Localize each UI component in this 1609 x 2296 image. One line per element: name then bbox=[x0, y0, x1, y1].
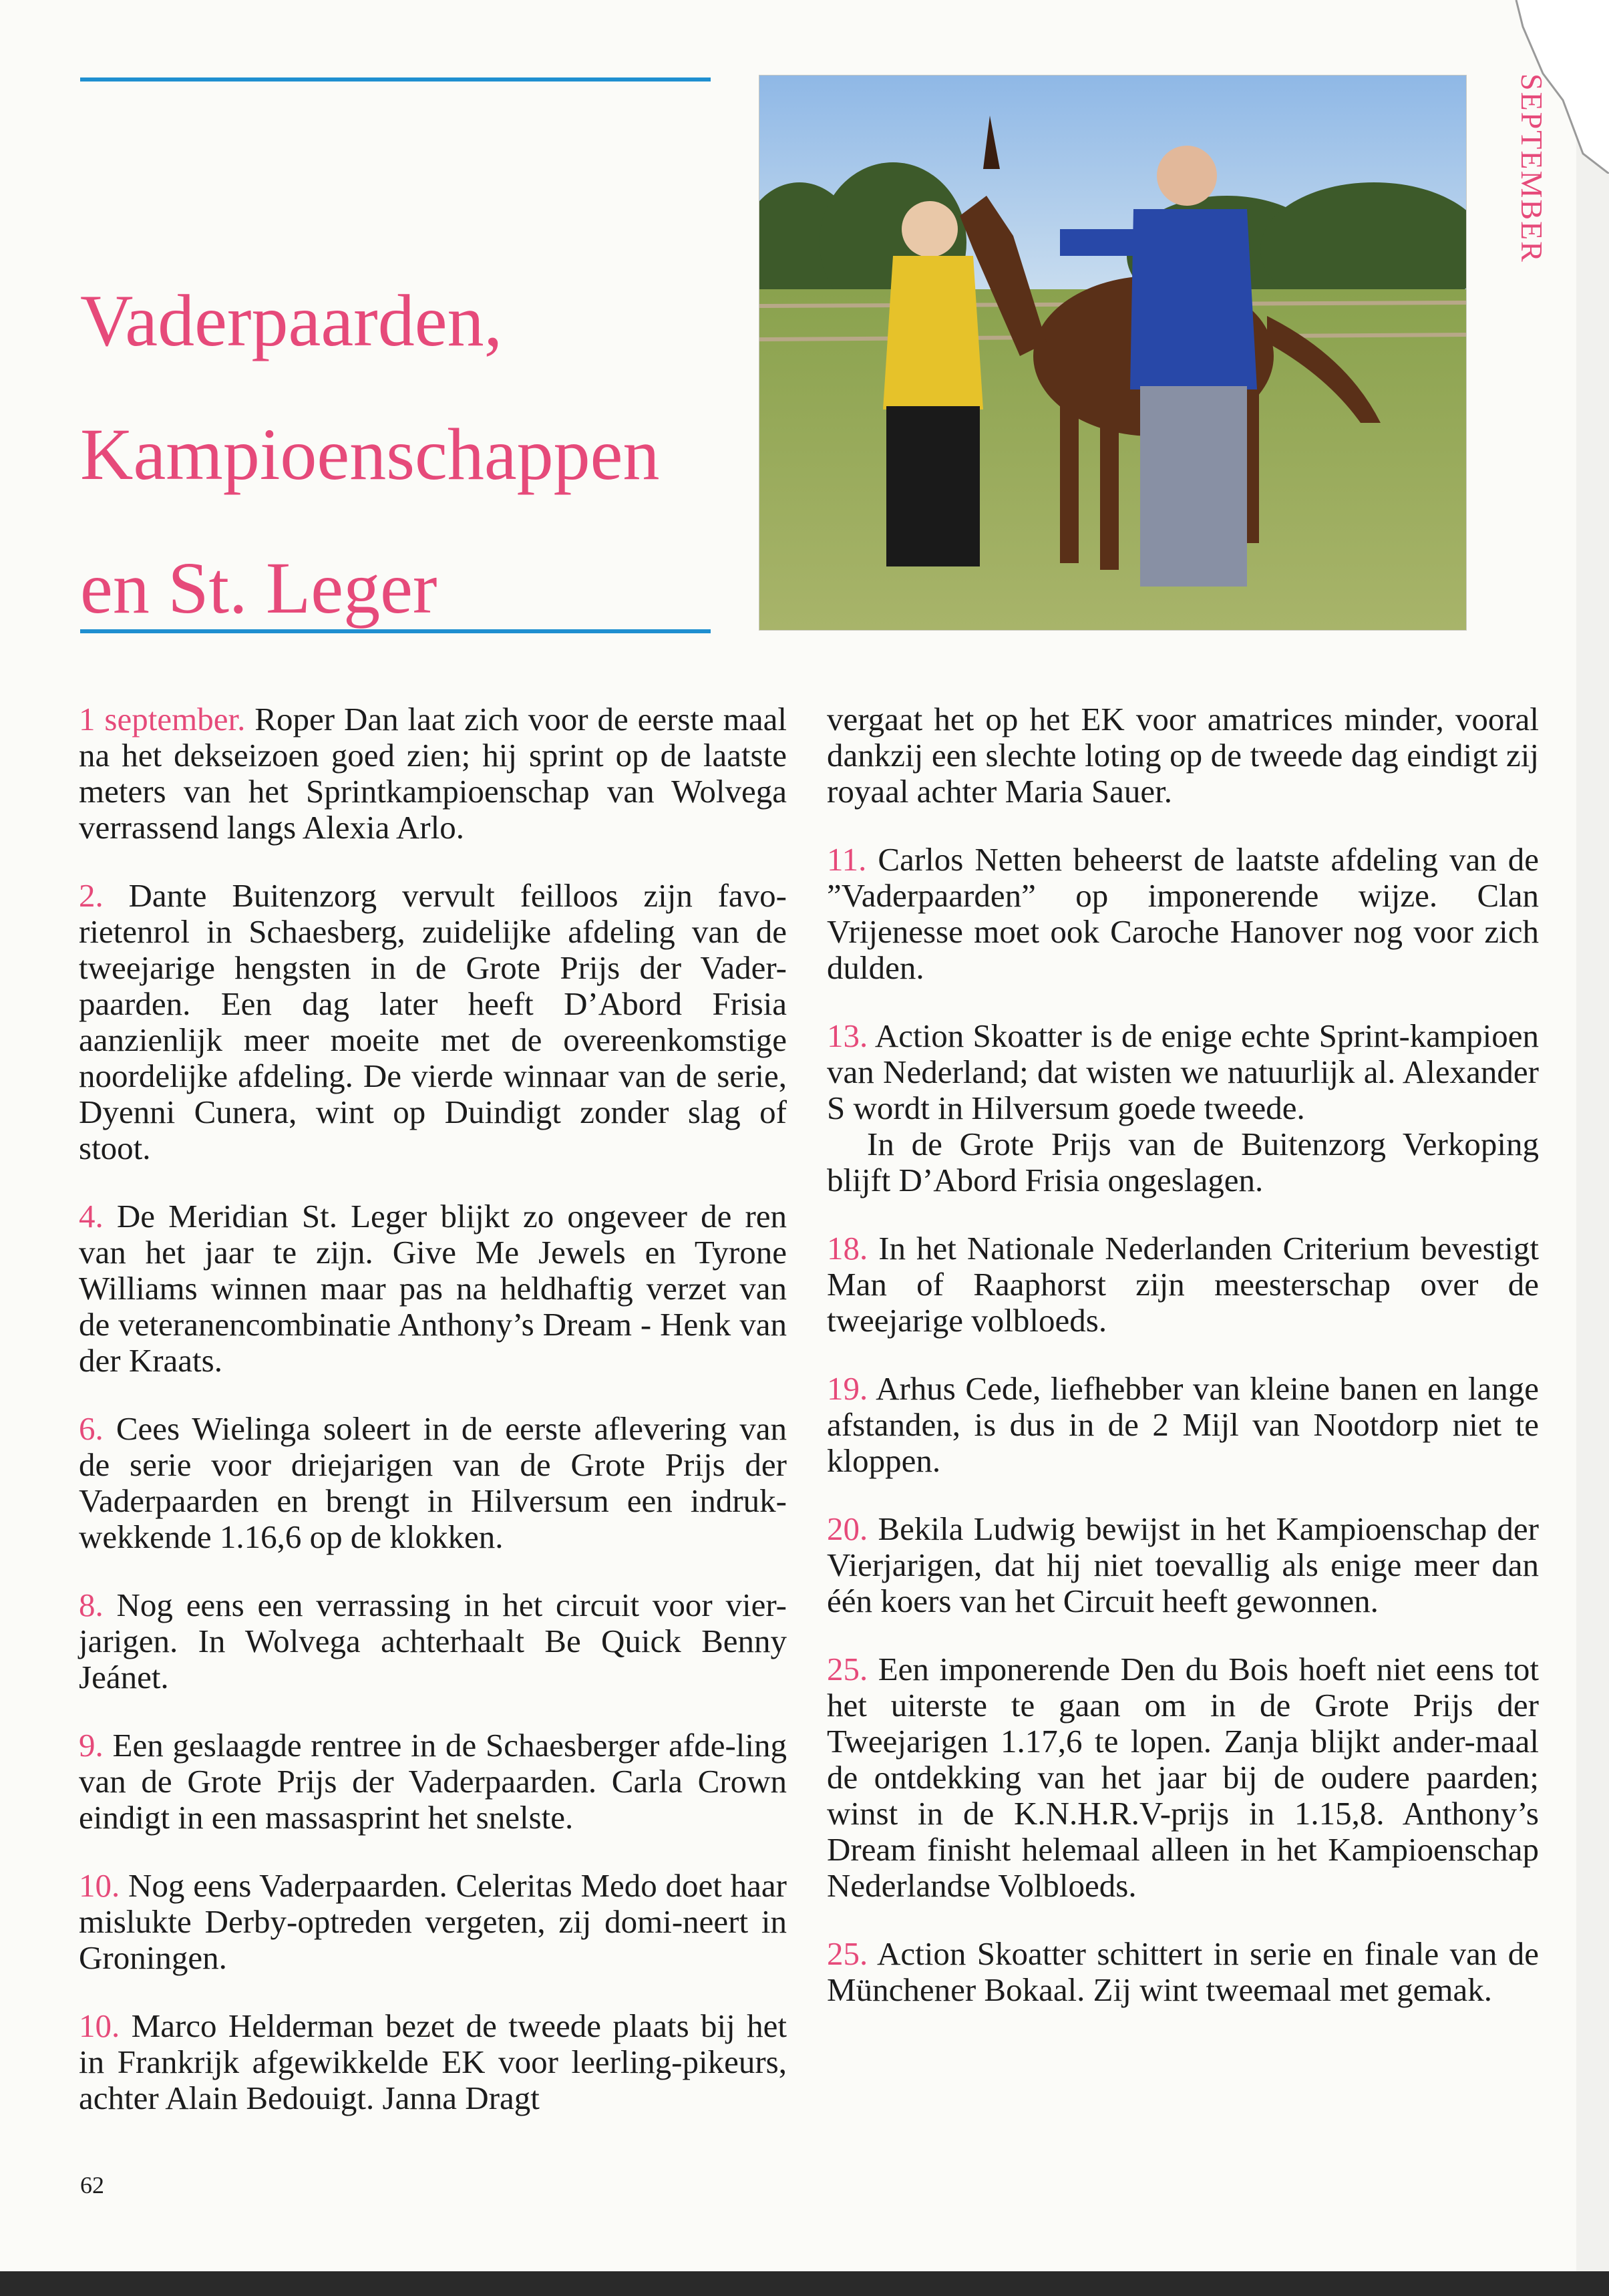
entry-10-september-a bbox=[79, 1868, 787, 1976]
entry-date: 19. bbox=[827, 1370, 868, 1407]
torn-corner bbox=[1503, 0, 1609, 174]
right-column bbox=[827, 701, 1539, 2040]
scan-bottom-edge bbox=[0, 2271, 1609, 2296]
entry-text: Arhus Cede, liefhebber van kleine banen en lange afstanden, is dus in de 2 Mijl van Nootdorp niet te kloppen. bbox=[827, 1370, 1540, 1479]
title-line-3: en St. Leger bbox=[80, 547, 437, 629]
entry-date: 25. bbox=[827, 1935, 868, 1972]
title-line-2: Kampioenschappen bbox=[80, 414, 660, 495]
entry-text: Een geslaagde rentree in de Schaesberger afde-ling van de Grote Prijs der Vaderpaarden. Carla Crown eindigt in een massasprint het snelste. bbox=[79, 1727, 787, 1836]
entry-2-september bbox=[79, 878, 787, 1166]
entry-13-extra: In de Grote Prijs van de Buitenzorg Verkoping blijft D’Abord Frisia ongeslagen. bbox=[827, 1126, 1539, 1198]
entry-date: 10. bbox=[79, 1867, 120, 1904]
entry-date: 2. bbox=[79, 877, 104, 914]
entry-date: 4. bbox=[79, 1198, 104, 1235]
entry-date: 6. bbox=[79, 1410, 104, 1447]
entry-text: Roper Dan laat zich voor de eerste maal na het dekseizoen goed zien; hij sprint op de laatste meters van het Sprintkampioenschap van Wolvega verrassend langs Alexia Arlo. bbox=[79, 701, 787, 846]
entry-19-september bbox=[827, 1371, 1539, 1479]
entry-date: 13. bbox=[827, 1017, 868, 1054]
entry-date: 10. bbox=[79, 2007, 120, 2044]
entry-10-september-b bbox=[79, 2008, 787, 2116]
entry-13-main bbox=[827, 1018, 1539, 1126]
title-line-1: Vaderpaarden, bbox=[80, 280, 503, 361]
entry-9-september bbox=[79, 1728, 787, 1836]
entry-6-september bbox=[79, 1411, 787, 1555]
entry-continuation: vergaat het op het EK voor amatrices minder, vooral dankzij een slechte loting op de tweede dag eindigt zij royaal achter Maria Sauer. bbox=[827, 701, 1539, 810]
entry-date: 18. bbox=[827, 1230, 868, 1267]
entry-1-september bbox=[79, 701, 787, 846]
entry-date: 8. bbox=[79, 1587, 104, 1623]
entry-11-september bbox=[827, 842, 1539, 986]
entry-20-september bbox=[827, 1511, 1539, 1619]
entry-text: Action Skoatter is de enige echte Sprint-kampioen van Nederland; dat wisten we natuurlijk al. Alexander S wordt in Hilversum goede tweede. bbox=[827, 1017, 1539, 1126]
left-column bbox=[79, 701, 787, 2148]
entry-8-september bbox=[79, 1587, 787, 1695]
entry-date: 9. bbox=[79, 1727, 104, 1764]
page-edge-shadow bbox=[1576, 0, 1609, 2271]
entry-text: Nog eens Vaderpaarden. Celeritas Medo doet haar mislukte Derby-optreden vergeten, zij domi-neert in Groningen. bbox=[79, 1867, 787, 1976]
entry-date: 1 september. bbox=[79, 701, 246, 737]
entry-18-september bbox=[827, 1231, 1539, 1339]
article-title bbox=[80, 254, 721, 655]
entry-text: In het Nationale Nederlanden Criterium bevestigt Man of Raaphorst zijn meesterschap over de tweejarige volbloeds. bbox=[827, 1230, 1539, 1339]
entry-13-september bbox=[827, 1018, 1539, 1198]
horse-photo bbox=[759, 75, 1467, 631]
entry-date: 20. bbox=[827, 1510, 868, 1547]
entry-text: Action Skoatter schittert in serie en finale van de Münchener Bokaal. Zij wint tweemaal met gemak. bbox=[827, 1935, 1539, 2008]
entry-text: Carlos Netten beheerst de laatste afdeling van de ”Vaderpaarden” op imponerende wijze. Clan Vrijenesse moet ook Caroche Hanover nog voor zich dulden. bbox=[827, 841, 1540, 986]
entry-25-september-a bbox=[827, 1651, 1539, 1904]
entry-text: Marco Helderman bezet de tweede plaats bij het in Frankrijk afgewikkelde EK voor leerling-pikeurs, achter Alain Bedouigt. Janna Dragt bbox=[79, 2007, 787, 2116]
entry-text: Een imponerende Den du Bois hoeft niet eens tot het uiterste te gaan om in de Grote Prijs der Tweejarigen 1.17,6 te lopen. Zanja blijkt ander-maal de ontdekking van het jaar bij de oudere paarden; winst in de K.N.H.R.V-prijs in 1.15,8. Anthony’s Dream finisht helemaal alleen in het Kampioenschap Nederlandse Volbloeds. bbox=[827, 1651, 1540, 1904]
entry-25-september-b bbox=[827, 1936, 1539, 2008]
entry-date: 25. bbox=[827, 1651, 868, 1687]
page-number: 62 bbox=[80, 2172, 104, 2198]
month-side-label: SEPTEMBER bbox=[1515, 73, 1549, 263]
entry-text: Dante Buitenzorg vervult feilloos zijn favo-rietenrol in Schaesberg, zuidelijke afdeling van de tweejarige hengsten in de Grote Prijs der Vader-paarden. Een dag later heeft D’Abord Frisia aanzienlijk meer moeite met de overeenkomstige noordelijke afdeling. De vierde winnaar van de serie, Dyenni Cunera, wint op Duindigt zonder slag of stoot. bbox=[79, 877, 787, 1166]
entry-text: Cees Wielinga soleert in de eerste aflevering van de serie voor driejarigen van de Grote Prijs der Vaderpaarden en brengt in Hilversum een indruk-wekkende 1.16,6 op de klokken. bbox=[79, 1410, 787, 1555]
bottom-title-rule bbox=[80, 629, 711, 633]
entry-date: 11. bbox=[827, 841, 867, 878]
entry-text: Bekila Ludwig bewijst in het Kampioenschap der Vierjarigen, dat hij niet toevallig als enige meer dan één koers van het Circuit heeft gewonnen. bbox=[827, 1510, 1539, 1619]
entry-text: Nog eens een verrassing in het circuit voor vier-jarigen. In Wolvega achterhaalt Be Quick Benny Jeánet. bbox=[79, 1587, 787, 1695]
entry-4-september bbox=[79, 1198, 787, 1379]
entry-text: De Meridian St. Leger blijkt zo ongeveer de ren van het jaar te zijn. Give Me Jewels en Tyrone Williams winnen maar pas na heldhaftig verzet van de veteranencombinatie Anthony’s Dream - Henk van der Kraats. bbox=[79, 1198, 787, 1379]
top-rule bbox=[80, 77, 711, 81]
